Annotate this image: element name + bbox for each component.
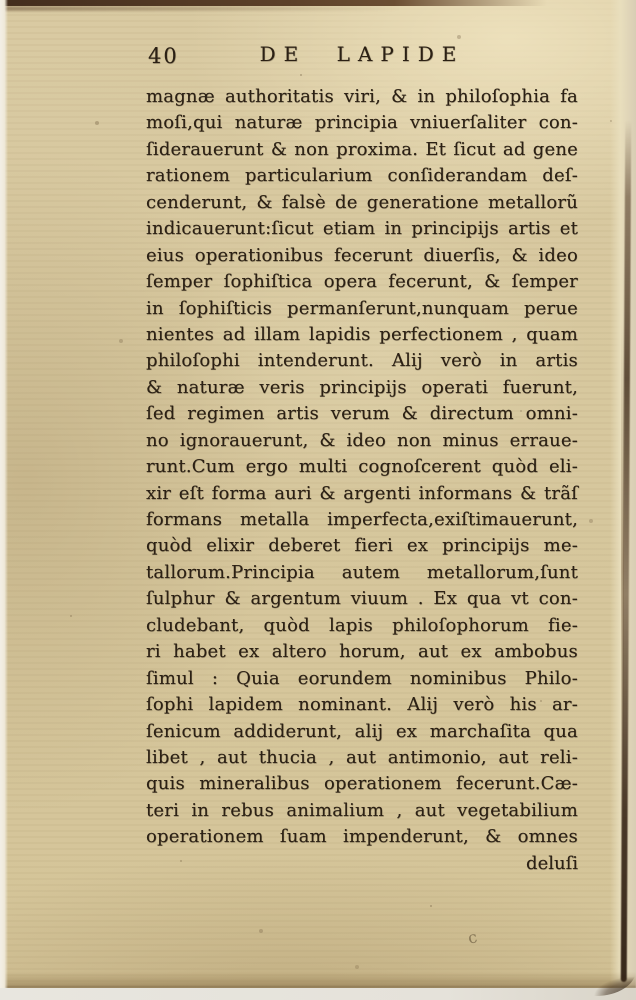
- text-line: cenderunt, & falsè de generatione metallorũ: [146, 191, 578, 213]
- margin-mark: c: [466, 927, 479, 948]
- page-header: [146, 42, 578, 74]
- page-bottom-edge: [0, 972, 636, 988]
- text-line: philoſophi intenderunt. Alij verò in artis: [146, 350, 578, 372]
- text-line: indicauerunt:ſicut etiam in principijs artis et: [146, 218, 578, 240]
- text-line: tallorum.Principia autem metallorum,ſunt: [146, 561, 578, 583]
- text-line: moſi,qui naturæ principia vniuerſaliter con-: [146, 112, 578, 134]
- text-line: ſemper ſophiſtica opera fecerunt, & ſemper: [146, 271, 578, 293]
- page-number: 40: [148, 44, 179, 68]
- text-block: [146, 84, 578, 851]
- text-line: quòd elixir deberet fieri ex principijs me-: [146, 535, 578, 557]
- text-line: operationem ſuam impenderunt, & omnes: [146, 826, 578, 848]
- text-line: eius operationibus fecerunt diuerſis, & ideo: [146, 244, 578, 266]
- page-left-edge: [0, 0, 8, 1000]
- text-line: ſiderauerunt & non proxima. Et ſicut ad gene: [146, 138, 578, 160]
- text-line: teri in rebus animalium , aut vegetabilium: [146, 799, 578, 821]
- text-line: ſulphur & argentum viuum . Ex qua vt con-: [146, 588, 578, 610]
- text-line: & naturæ veris principijs operati fuerunt,: [146, 376, 578, 398]
- catchword-row: [146, 851, 578, 877]
- text-line: cludebant, quòd lapis philoſophorum fie-: [146, 614, 578, 636]
- text-line: no ignorauerunt, & ideo non minus erraue-: [146, 429, 578, 451]
- scan-bottom-strip: [0, 988, 636, 1000]
- running-title: DE LAPIDE: [259, 42, 465, 66]
- text-line: ſimul : Quia eorundem nominibus Philo-: [146, 667, 578, 689]
- text-line: magnæ authoritatis viri, & in philoſophia fa: [146, 86, 578, 107]
- text-line: quis mineralibus operationem fecerunt.Cæ-: [146, 773, 578, 795]
- text-line: runt.Cum ergo multi cognoſcerent quòd eli-: [146, 456, 578, 478]
- text-line: xir eſt forma auri & argenti informans & trãſ: [146, 482, 578, 504]
- text-line: ſed regimen artis verum & directum omni-: [146, 403, 578, 425]
- page-top-edge-shadow: [0, 6, 445, 11]
- text-line: libet , aut thucia , aut antimonio, aut reli-: [146, 746, 578, 768]
- text-line: ſenicum addiderunt, alij ex marchaſita qua: [146, 720, 578, 742]
- text-line: ri habet ex altero horum, aut ex ambobus: [146, 641, 578, 663]
- catchword: deluſi: [526, 853, 578, 874]
- text-line: nientes ad illam lapidis perfectionem , quam: [146, 323, 578, 345]
- text-line: rationem particularium conſiderandam deſ-: [146, 165, 578, 187]
- text-line: formans metalla imperfecta,exiſtimauerunt,: [146, 509, 578, 530]
- text-line: in ſophiſticis permanſerunt,nunquam perue: [146, 297, 578, 319]
- text-line: ſophi lapidem nominant. Alij verò his ar-: [146, 694, 578, 716]
